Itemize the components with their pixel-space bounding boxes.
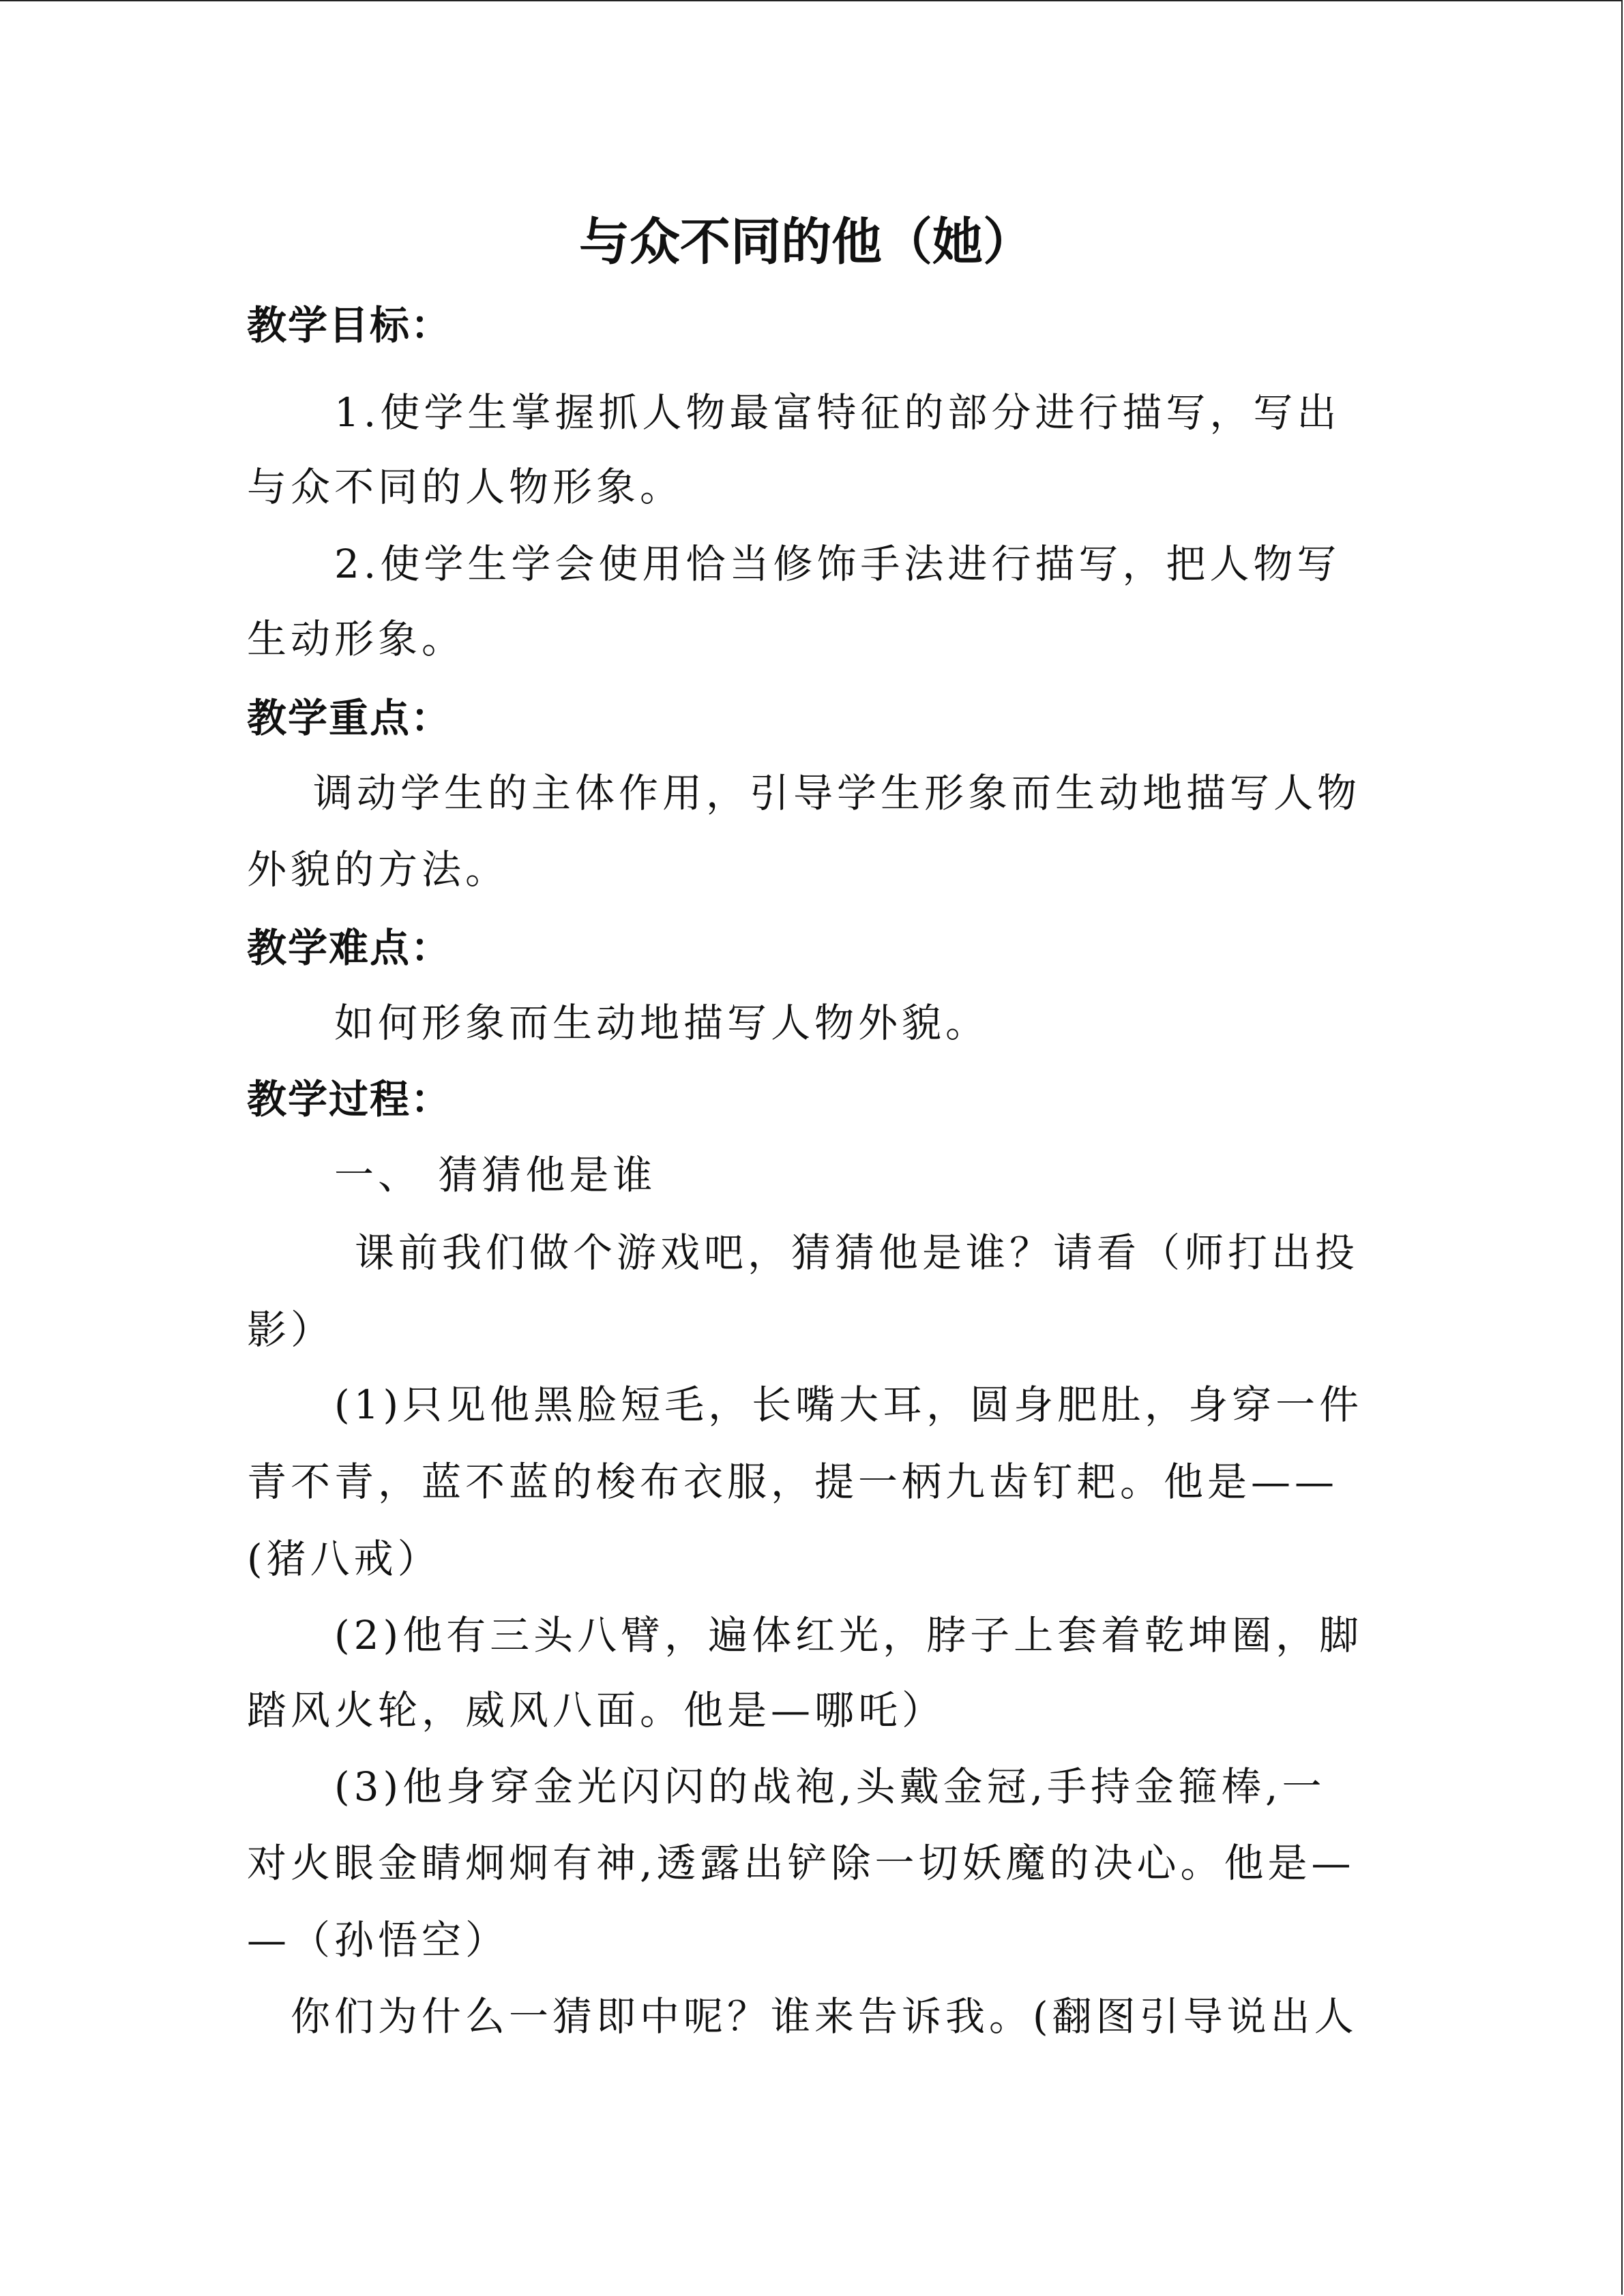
process-line: (猪八戒） [247,1536,441,1582]
objectives-line: 与众不同的人物形象。 [247,464,684,510]
key-points-line: 外貌的方法。 [247,846,510,893]
key-points-heading: 教学重点： [247,695,452,741]
process-line: (2)他有三头八臂，遍体红光，脖子上套着乾坤圈，脚 [334,1612,1363,1658]
process-line: 你们为什么一猜即中呢？谁来告诉我。(翻图引导说出人 [291,1993,1358,2040]
objectives-heading: 教学目标： [247,302,452,348]
process-line: 一、 猜猜他是谁 [334,1152,657,1198]
process-line: —（孙悟空） [247,1917,510,1963]
difficulties-heading: 教学难点： [247,925,452,971]
objectives-line: 生动形象。 [247,616,466,662]
document-title: 与众不同的他（她） [579,213,1033,271]
key-points-line: 调动学生的主体作用，引导学生形象而生动地描写人物 [313,770,1361,816]
process-line: 踏风火轮，威风八面。他是—哪吒） [247,1687,946,1733]
process-line: 青不青，蓝不蓝的梭布衣服，提一柄九齿钉耙。他是—— [247,1459,1339,1505]
process-line: (3)他身穿金光闪闪的战袍,头戴金冠,手持金箍棒,一 [334,1763,1326,1810]
process-line: 课前我们做个游戏吧，猜猜他是谁？请看（师打出投 [355,1229,1359,1276]
process-line: 对火眼金睛炯炯有神,透露出铲除一切妖魔的决心。他是— [247,1840,1355,1886]
objectives-line: 2.使学生学会使用恰当修饰手法进行描写，把人物写 [334,541,1341,587]
process-line: (1)只见他黑脸短毛，长嘴大耳，圆身肥肚，身穿一件 [334,1382,1363,1428]
objectives-line: 1.使学生掌握抓人物最富特征的部分进行描写，写出 [334,389,1341,436]
process-line: 影） [247,1307,335,1353]
difficulties-line: 如何形象而生动地描写人物外貌。 [334,1000,990,1046]
process-heading: 教学过程： [247,1076,452,1122]
